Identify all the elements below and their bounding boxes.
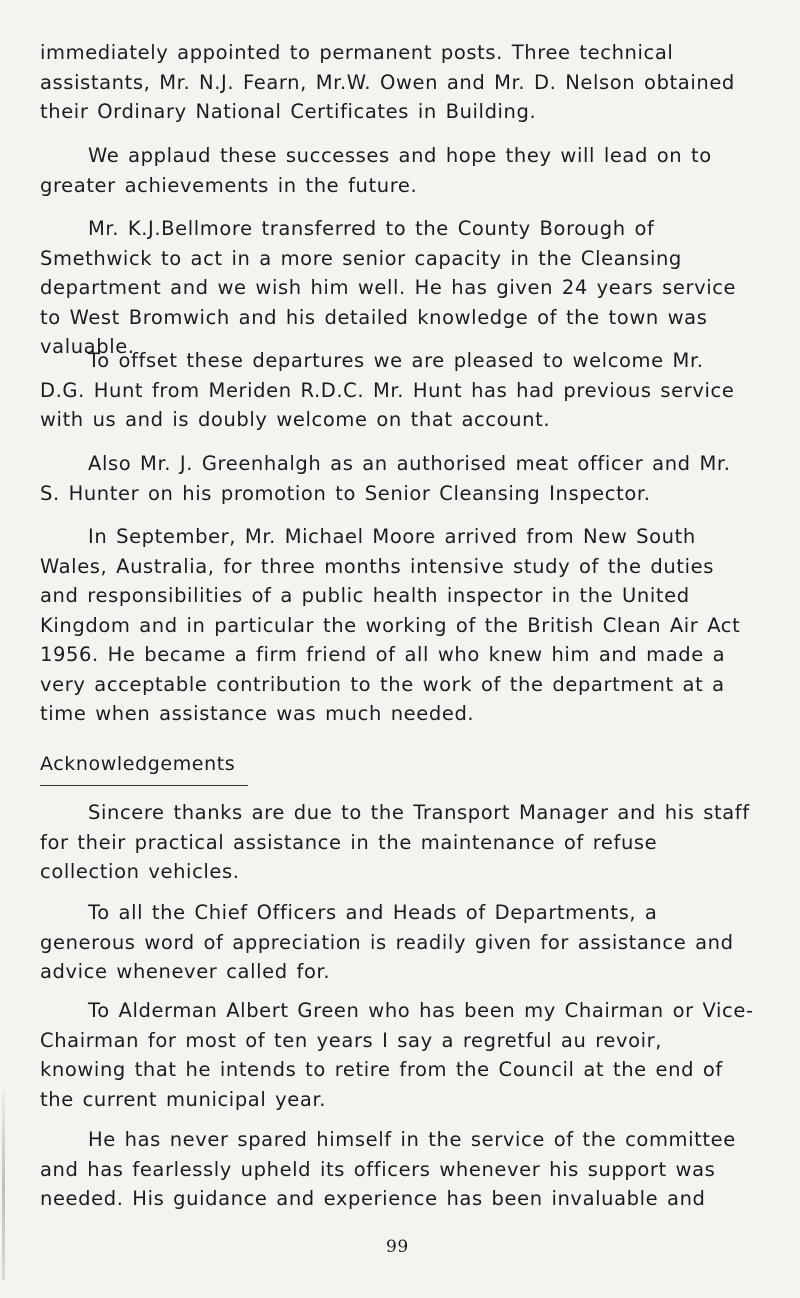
binding-shadow (2, 1090, 5, 1280)
heading-underline (40, 785, 248, 786)
page-number: 99 (386, 1237, 409, 1257)
paragraph-bellmore: Mr. K.J.Bellmore transferred to the County Borough of Smethwick to act in a more senior capacity in the Cleansing department and we wish him well. He has given 24 years service to West Bromwich and his detailed knowledge of the town was valuable. (40, 217, 737, 358)
paragraph-greenhalgh: Also Mr. J. Greenhalgh as an authorised meat officer and Mr. S. Hunter on his promotion to Senior Cleansing Inspector. (40, 452, 731, 505)
section-heading-acknowledgements: Acknowledgements (40, 753, 236, 775)
paragraph-chief-officers: To all the Chief Officers and Heads of Departments, a generous word of appreciation is readily given for assistance and advice whenever called for. (40, 901, 734, 983)
paragraph-hunt: To offset these departures we are pleased to welcome Mr. D.G. Hunt from Meriden R.D.C. Mr. Hunt has had previous service with us and is doubly welcome on that account. (40, 349, 735, 431)
paragraph-never-spared: He has never spared himself in the service of the committee and has fearlessly upheld its officers whenever his support was needed. His guidance and experience has been invaluable and (40, 1128, 736, 1210)
paragraph-alderman-green: To Alderman Albert Green who has been my Chairman or Vice-Chairman for most of ten years I say a regretful au revoir, knowing that he intends to retire from the Council at the end of the current municipal year. (40, 999, 754, 1111)
paragraph-moore: In September, Mr. Michael Moore arrived from New South Wales, Australia, for three months intensive study of the duties and responsibilities of a public health inspector in the United Kingdom and in particular the working of the British Clean Air Act 1956. He became a firm friend of all who knew him and made a very acceptable contribution to the work of the department at a time when assistance was much needed. (40, 525, 741, 725)
paragraph-applaud: We applaud these successes and hope they will lead on to greater achievements in the future. (40, 144, 712, 197)
paragraph-transport-manager: Sincere thanks are due to the Transport Manager and his staff for their practical assistance in the maintenance of refuse collection vehicles. (40, 801, 750, 883)
paragraph-appointments: immediately appointed to permanent posts. Three technical assistants, Mr. N.J. Fearn, Mr.W. Owen and Mr. D. Nelson obtained their Ordinary National Certificates in Building. (40, 41, 735, 123)
